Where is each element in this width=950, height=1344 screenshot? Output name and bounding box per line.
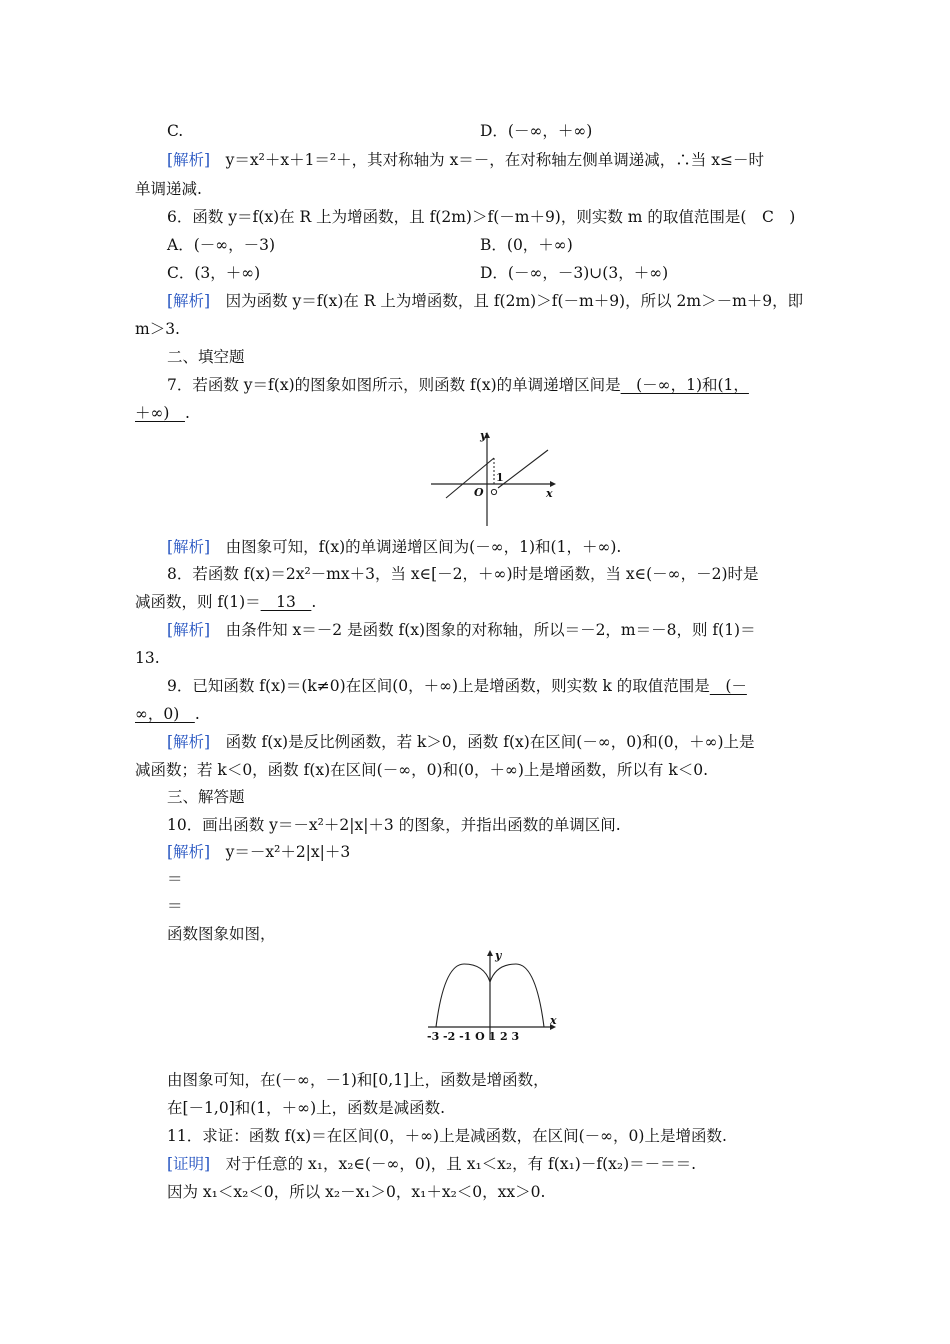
option-6c: C．(3，＋∞): [167, 264, 261, 282]
y-label: y: [495, 950, 502, 962]
y-label: y: [480, 430, 487, 442]
analysis-10-eq1: ＝: [167, 870, 183, 888]
question-11: 11．求证：函数 f(x)＝在区间(0，＋∞)上是减函数，在区间(－∞，0)上是增函数.: [167, 1127, 727, 1145]
section-fill-blank: 二、填空题: [167, 348, 245, 366]
answer-blank: ＋∞): [135, 404, 185, 422]
y-arrow-icon: [487, 950, 493, 956]
analysis-6: [解析] 因为函数 y＝f(x)在 R 上为增函数，且 f(2m)＞f(－m＋9)，所以 2m＞－m＋9，即: [167, 292, 804, 310]
tick-one: 1: [496, 471, 504, 484]
analysis-5: [解析] y＝x²＋x＋1＝²＋，其对称轴为 x＝－，在对称轴左侧单调递减，∴当 x≤－时: [167, 151, 764, 169]
option-c: C.: [167, 122, 184, 140]
x-label: x: [550, 1014, 557, 1027]
analysis-7: [解析] 由图象可知，f(x)的单调递增区间为(－∞，1)和(1，＋∞).: [167, 538, 622, 556]
x-label: x: [546, 487, 553, 500]
graph-right-line: [498, 450, 548, 488]
option-d: D．(－∞，＋∞): [480, 122, 593, 140]
answer-blank: (－: [709, 677, 747, 695]
analysis-10-decreasing: 在[－1,0]和(1，＋∞)上，函数是减函数.: [167, 1099, 446, 1117]
analysis-8: [解析] 由条件知 x＝－2 是函数 f(x)图象的对称轴，所以＝－2，m＝－8，则 f(1)＝: [167, 621, 756, 639]
question-7: 7．若函数 y＝f(x)的图象如图所示，则函数 f(x)的单调递增区间是 (－∞，1)和(1，: [167, 376, 749, 394]
analysis-tag: [解析]: [167, 292, 211, 310]
option-6a: A．(－∞，－3): [167, 236, 276, 254]
question-8-cont: 减函数，则 f(1)＝ 13 .: [135, 593, 317, 611]
question-6: 6．函数 y＝f(x)在 R 上为增函数，且 f(2m)＞f(－m＋9)，则实数 m 的取值范围是( C ): [167, 208, 796, 226]
analysis-tag: [解析]: [167, 843, 211, 861]
analysis-10-figure-note: 函数图象如图，: [167, 925, 276, 943]
answer-blank: ∞，0): [135, 705, 195, 723]
analysis-6-cont: m＞3.: [135, 320, 180, 338]
analysis-10-eq2: ＝: [167, 897, 183, 915]
question-9-cont: ∞，0) .: [135, 705, 200, 723]
analysis-8-cont: 13.: [135, 649, 160, 667]
analysis-9: [解析] 函数 f(x)是反比例函数，若 k＞0，函数 f(x)在区间(－∞，0)和(0，＋∞)上是: [167, 733, 755, 751]
origin-label: O: [474, 486, 484, 499]
analysis-tag: [解析]: [167, 733, 211, 751]
section-answer: 三、解答题: [167, 788, 245, 806]
proof-11: [证明] 对于任意的 x₁，x₂∈(－∞，0)，且 x₁＜x₂，有 f(x₁)－f(x₂)＝－＝＝.: [167, 1155, 697, 1173]
analysis-tag: [解析]: [167, 621, 211, 639]
option-6d: D．(－∞，－3)∪(3，＋∞): [480, 264, 669, 282]
question-7-cont: ＋∞) .: [135, 404, 190, 422]
analysis-9-cont: 减函数；若 k＜0，函数 f(x)在区间(－∞，0)和(0，＋∞)上是增函数，所以有 k＜0.: [135, 761, 709, 779]
answer-blank: (－∞，1)和(1，: [620, 376, 749, 394]
open-point: [491, 489, 496, 494]
option-6b: B．(0，＋∞): [480, 236, 573, 254]
figure-q10-graph: [424, 950, 564, 1046]
question-8: 8．若函数 f(x)＝2x²－mx＋3，当 x∈[－2，＋∞)时是增函数，当 x∈(－∞，－2)时是: [167, 565, 759, 583]
answer-blank: 13: [260, 593, 312, 611]
analysis-5-cont: 单调递减.: [135, 180, 202, 198]
analysis-10-increasing: 由图象可知，在(－∞，－1)和[0,1]上，函数是增函数，: [167, 1071, 549, 1089]
question-9: 9．已知函数 f(x)＝(k≠0)在区间(0，＋∞)上是增函数，则实数 k 的取值范围是 (－: [167, 677, 747, 695]
analysis-tag: [解析]: [167, 538, 211, 556]
analysis-tag: [解析]: [167, 151, 211, 169]
figure-q7-graph: [426, 430, 558, 530]
proof-tag: [证明]: [167, 1155, 211, 1173]
question-10: 10．画出函数 y＝－x²＋2|x|＋3 的图象，并指出函数的单调区间.: [167, 816, 621, 834]
proof-11-cont: 因为 x₁＜x₂＜0，所以 x₂－x₁＞0，x₁＋x₂＜0，xx＞0.: [167, 1183, 546, 1201]
x-tick-labels: -3 -2 -1 O 1 2 3: [427, 1030, 520, 1043]
analysis-10: [解析] y＝－x²＋2|x|＋3: [167, 843, 351, 861]
